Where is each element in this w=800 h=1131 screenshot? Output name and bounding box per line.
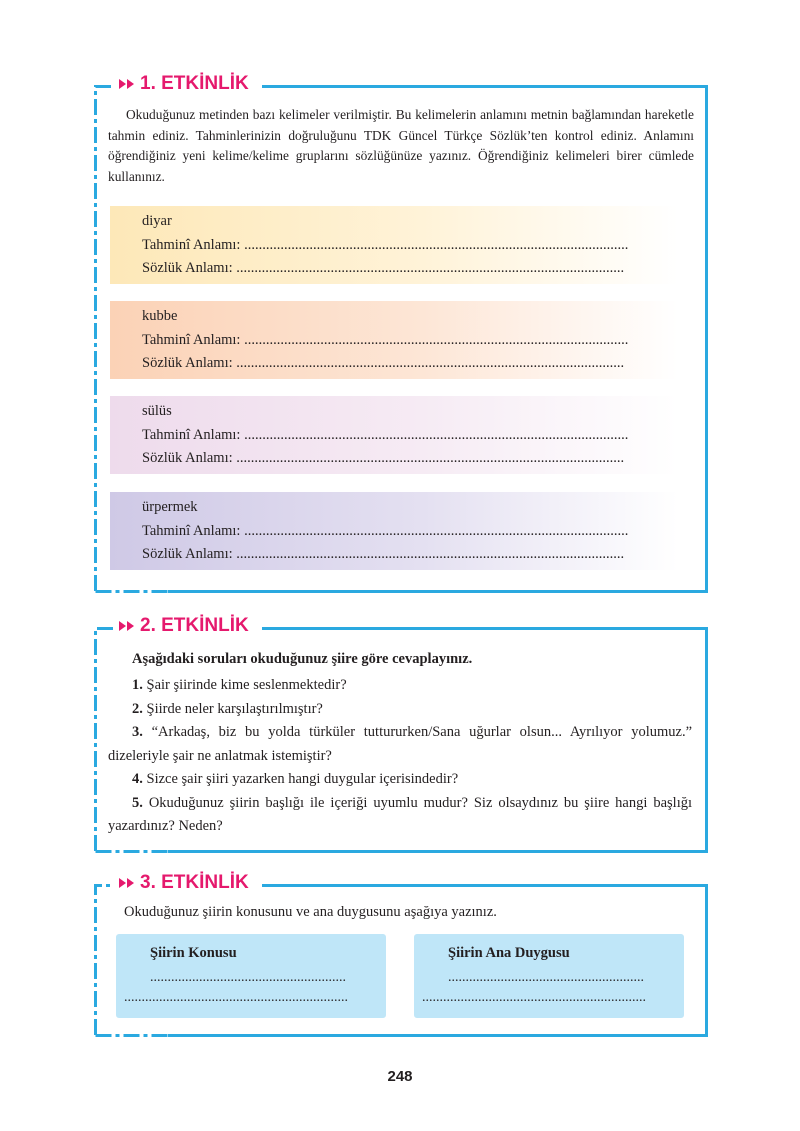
poem-emotion-box [414,934,684,1018]
poem-topic-box [116,934,386,1018]
question-item: 2. Şiirde neler karşılaştırılmıştır? [132,700,323,717]
word-label: ürpermek [142,499,198,515]
question-item: 5. Okuduğunuz şiirin başlığı ile içeriği uyumlu mudur? Siz olsaydınız bu şiire hangi başlığı yazardınız? Neden? [108,794,692,834]
answer-line[interactable]: ................................................................ [422,990,646,1005]
word-band-diyar [110,206,678,284]
word-band-kubbe [110,301,678,379]
word-label: kubbe [142,308,178,324]
word-label: diyar [142,213,172,229]
double-arrow-icon [119,621,135,631]
activity-3-title: 3. ETKİNLİK [116,871,253,895]
activity-1-instructions: Okuduğunuz metinden bazı kelimeler verilmiştir. Bu kelimelerin anlamını metnin bağlamından hareketle tahmin ediniz. Tahminlerinizin doğruluğunu TDK Güncel Türkçe Sözlük’ten kontrol ediniz. Anlamını öğrendiğiniz yeni kelime/kelime gruplarını sözlüğünüze yazınız. Öğrendiğiniz kelimeleri birer cümlede kullanınız. [108,107,694,184]
dictionary-meaning-line[interactable]: Sözlük Anlamı: ........................................................................................................... [142,355,625,371]
box-title: Şiirin Konusu [150,945,237,961]
word-label: sülüs [142,403,172,419]
activity-1-title: 1. ETKİNLİK [116,72,253,96]
activity-3-instruction: Okuduğunuz şiirin konusunu ve ana duygusunu aşağıya yazınız. [124,904,497,920]
guess-meaning-line[interactable]: Tahminî Anlamı: .......................................................................................................... [142,427,629,443]
question-item: 4. Sizce şair şiiri yazarken hangi duygular içerisindedir? [132,771,459,787]
dictionary-meaning-line[interactable]: Sözlük Anlamı: ........................................................................................................... [142,450,625,466]
activity-3-section [94,872,708,1037]
activity-2-section [94,615,708,853]
box-title: Şiirin Ana Duygusu [448,945,570,961]
answer-line[interactable]: ................................................................ [124,990,348,1005]
activity-1-section [94,73,708,593]
activity-2-heading: Aşağıdaki soruları okuduğunuz şiire göre cevaplayınız. [132,651,473,667]
double-arrow-icon [119,878,135,888]
double-arrow-icon [119,79,135,89]
guess-meaning-line[interactable]: Tahminî Anlamı: .......................................................................................................... [142,332,629,348]
dictionary-meaning-line[interactable]: Sözlük Anlamı: ........................................................................................................... [142,260,625,276]
answer-line[interactable]: ........................................................ [150,970,346,985]
question-item: 1. Şair şiirinde kime seslenmektedir? [132,677,347,693]
word-band-urpermek [110,492,678,570]
question-list [108,674,692,839]
page-number: 248 [387,1068,413,1085]
guess-meaning-line[interactable]: Tahminî Anlamı: .......................................................................................................... [142,523,629,539]
activity-2-title: 2. ETKİNLİK [116,614,253,638]
dictionary-meaning-line[interactable]: Sözlük Anlamı: ........................................................................................................... [142,546,625,562]
word-band-sulus [110,396,678,474]
guess-meaning-line[interactable]: Tahminî Anlamı: .......................................................................................................... [142,237,629,253]
answer-line[interactable]: ........................................................ [448,970,644,985]
question-item: 3. “Arkadaş, biz bu yolda türküler tuttururken/Sana uğurlar olsun... Ayrılıyor yolumuz.” dizeleriyle şair ne anlatmak istemiştir? [108,724,693,764]
